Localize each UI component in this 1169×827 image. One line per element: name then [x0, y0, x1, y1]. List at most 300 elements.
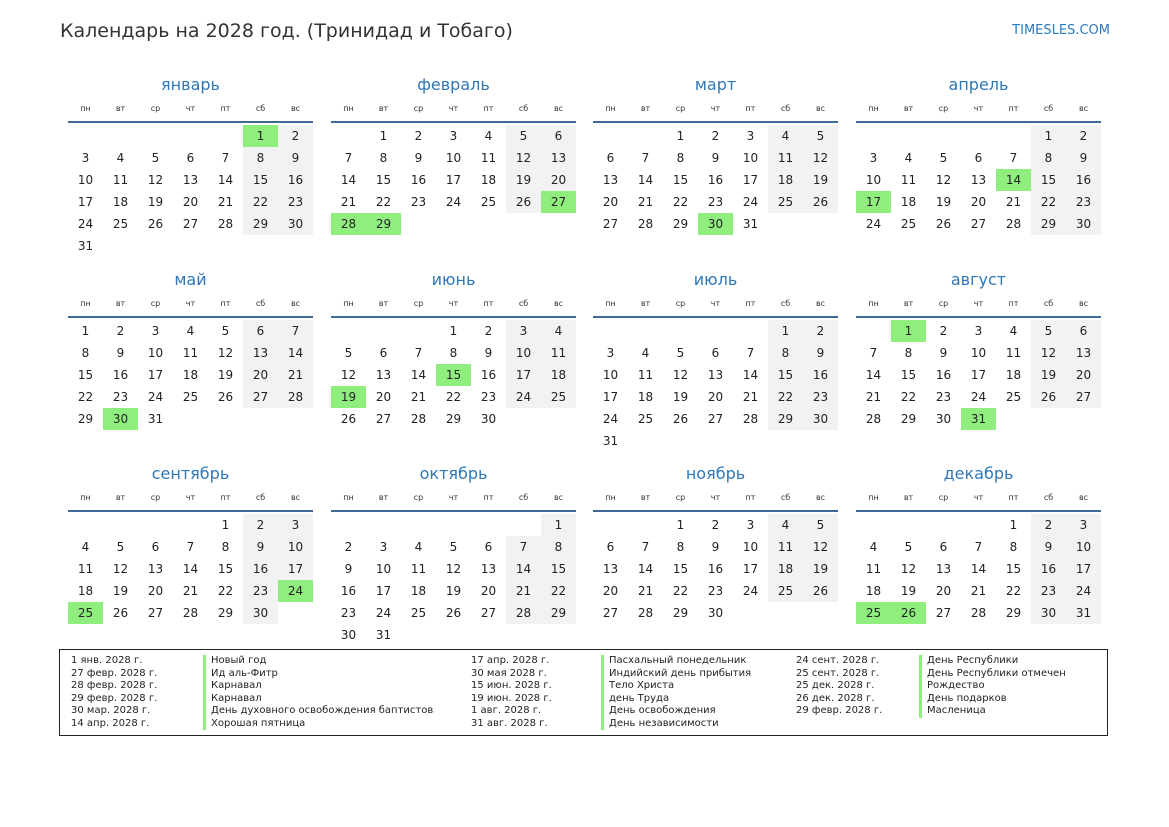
day-cell: 24: [147, 390, 164, 404]
weekday-label: чт: [448, 299, 459, 308]
day-cell: 2: [803, 320, 838, 342]
day-cell: 5: [449, 540, 458, 554]
day-cell: 7: [278, 320, 313, 342]
day-cell: 10: [375, 562, 392, 576]
weekday-label: вс: [290, 493, 301, 502]
day-cell: 22: [217, 584, 234, 598]
day-cell: 11: [900, 173, 917, 187]
day-cell: 22: [77, 390, 94, 404]
day-cell: 9: [484, 346, 493, 360]
weekday-label: ср: [675, 299, 686, 308]
day-cell: 3: [278, 514, 313, 536]
empty-cell: [331, 514, 366, 536]
month-name: сентябрь: [151, 464, 230, 483]
day-cell: 18: [480, 173, 497, 187]
legend-holiday-name: День Республики отмечен: [919, 668, 1066, 681]
day-cell: 18: [182, 368, 199, 382]
day-cell: 2: [1031, 514, 1066, 536]
empty-cell: [471, 514, 506, 536]
day-cell: 2: [414, 129, 423, 143]
month-block: [593, 462, 838, 624]
weekday-label: вт: [903, 299, 914, 308]
holiday-legend: [59, 649, 1108, 736]
day-cell: 22: [1031, 191, 1066, 213]
weekday-label: ср: [150, 299, 161, 308]
day-cell: 29: [672, 606, 689, 620]
day-cell: 9: [711, 151, 720, 165]
day-grid: [593, 125, 838, 235]
day-cell: 25: [541, 386, 576, 408]
weekday-label: чт: [448, 493, 459, 502]
day-cell: 24: [602, 412, 619, 426]
holiday-day: 27: [541, 191, 576, 213]
day-cell: 4: [484, 129, 493, 143]
day-cell: 15: [1005, 562, 1022, 576]
day-cell: 19: [112, 584, 129, 598]
empty-cell: [593, 320, 628, 342]
day-grid: [593, 320, 838, 452]
empty-cell: [891, 514, 926, 536]
empty-cell: [138, 514, 173, 536]
day-cell: 20: [375, 390, 392, 404]
day-cell: 23: [707, 195, 724, 209]
holiday-day: 28: [331, 213, 366, 235]
day-cell: 12: [445, 562, 462, 576]
day-cell: 19: [1031, 364, 1066, 386]
day-cell: 6: [974, 151, 983, 165]
day-cell: 30: [278, 213, 313, 235]
day-grid: [593, 514, 838, 624]
holiday-day: 31: [961, 408, 996, 430]
day-cell: 30: [1031, 602, 1066, 624]
day-cell: 25: [768, 191, 803, 213]
day-cell: 25: [1005, 390, 1022, 404]
day-cell: 14: [865, 368, 882, 382]
day-cell: 26: [147, 217, 164, 231]
day-grid: [856, 320, 1101, 430]
day-cell: 8: [768, 342, 803, 364]
day-cell: 18: [865, 584, 882, 598]
empty-cell: [366, 320, 401, 342]
weekday-label: пн: [868, 104, 879, 113]
empty-cell: [926, 125, 961, 147]
day-cell: 12: [803, 147, 838, 169]
weekday-label: вс: [815, 299, 826, 308]
day-cell: 28: [410, 412, 427, 426]
weekday-label: пн: [605, 299, 616, 308]
day-cell: 17: [147, 368, 164, 382]
day-cell: 27: [243, 386, 278, 408]
day-cell: 6: [606, 151, 615, 165]
day-cell: 14: [340, 173, 357, 187]
legend-holiday-name: День независимости: [601, 718, 751, 731]
day-cell: 23: [1066, 191, 1101, 213]
day-cell: 11: [112, 173, 129, 187]
day-cell: 23: [803, 386, 838, 408]
weekday-header: [68, 492, 313, 512]
day-cell: 4: [641, 346, 650, 360]
day-grid: [68, 320, 313, 430]
day-cell: 8: [904, 346, 913, 360]
legend-names-col-1: [203, 655, 433, 730]
weekday-label: чт: [185, 493, 196, 502]
day-cell: 14: [410, 368, 427, 382]
empty-cell: [961, 125, 996, 147]
weekday-label: ср: [413, 104, 424, 113]
day-cell: 3: [449, 129, 458, 143]
weekday-label: пт: [745, 493, 756, 502]
weekday-label: пн: [868, 493, 879, 502]
day-cell: 5: [904, 540, 913, 554]
day-cell: 11: [480, 151, 497, 165]
weekday-label: пн: [868, 299, 879, 308]
day-cell: 26: [445, 606, 462, 620]
day-cell: 13: [147, 562, 164, 576]
day-cell: 19: [803, 169, 838, 191]
day-cell: 7: [869, 346, 878, 360]
day-cell: 31: [147, 412, 164, 426]
holiday-day: 30: [103, 408, 138, 430]
day-cell: 9: [414, 151, 423, 165]
day-cell: 16: [340, 584, 357, 598]
legend-names-col-3: [919, 655, 1066, 718]
day-cell: 20: [147, 584, 164, 598]
empty-cell: [593, 125, 628, 147]
day-cell: 13: [707, 368, 724, 382]
day-cell: 29: [672, 217, 689, 231]
day-cell: 2: [278, 125, 313, 147]
legend-date: 17 апр. 2028 г.: [471, 655, 550, 666]
day-cell: 4: [1009, 324, 1018, 338]
day-cell: 21: [182, 584, 199, 598]
day-cell: 10: [506, 342, 541, 364]
day-grid: [68, 514, 313, 624]
day-cell: 25: [410, 606, 427, 620]
weekday-label: сб: [518, 299, 529, 308]
month-block: [331, 268, 576, 430]
day-cell: 24: [506, 386, 541, 408]
day-cell: 28: [1005, 217, 1022, 231]
day-cell: 12: [147, 173, 164, 187]
day-cell: 30: [803, 408, 838, 430]
day-cell: 4: [116, 151, 125, 165]
day-cell: 18: [410, 584, 427, 598]
day-cell: 10: [1066, 536, 1101, 558]
month-block: [593, 268, 838, 452]
weekday-header: [593, 103, 838, 123]
day-cell: 21: [970, 584, 987, 598]
legend-date: 30 мая 2028 г.: [471, 667, 547, 679]
day-cell: 15: [243, 169, 278, 191]
day-cell: 3: [81, 151, 90, 165]
day-cell: 3: [974, 324, 983, 338]
legend-dates-col-1: [71, 655, 157, 730]
legend-names-col-2: [601, 655, 751, 730]
day-cell: 8: [541, 536, 576, 558]
day-cell: 13: [182, 173, 199, 187]
day-cell: 30: [243, 602, 278, 624]
day-cell: 27: [935, 606, 952, 620]
day-cell: 21: [340, 195, 357, 209]
day-cell: 26: [803, 191, 838, 213]
weekday-label: вс: [290, 104, 301, 113]
day-cell: 15: [375, 173, 392, 187]
empty-cell: [506, 514, 541, 536]
weekday-header: [593, 492, 838, 512]
weekday-label: чт: [973, 493, 984, 502]
day-cell: 2: [1066, 125, 1101, 147]
legend-holiday-name: Карнавал: [203, 680, 433, 693]
weekday-label: вс: [1078, 299, 1089, 308]
legend-dates-col-3: [796, 655, 882, 718]
weekday-label: пт: [745, 104, 756, 113]
day-cell: 19: [672, 390, 689, 404]
month-block: [856, 462, 1101, 624]
weekday-label: вт: [115, 493, 126, 502]
empty-cell: [961, 514, 996, 536]
day-cell: 25: [182, 390, 199, 404]
month-block: [68, 268, 313, 430]
holiday-day: 29: [366, 213, 401, 235]
day-cell: 18: [112, 195, 129, 209]
day-cell: 20: [707, 390, 724, 404]
weekday-label: чт: [710, 299, 721, 308]
day-cell: 27: [480, 606, 497, 620]
day-cell: 19: [506, 169, 541, 191]
weekday-header: [68, 103, 313, 123]
day-cell: 28: [278, 386, 313, 408]
day-cell: 30: [480, 412, 497, 426]
day-cell: 24: [742, 195, 759, 209]
legend-date: 28 февр. 2028 г.: [71, 680, 158, 691]
day-cell: 12: [112, 562, 129, 576]
legend-date: 27 февр. 2028 г.: [71, 667, 158, 679]
day-cell: 19: [147, 195, 164, 209]
day-cell: 10: [970, 346, 987, 360]
day-cell: 17: [278, 558, 313, 580]
holiday-day: 1: [891, 320, 926, 342]
day-cell: 11: [768, 147, 803, 169]
day-cell: 17: [742, 562, 759, 576]
legend-holiday-name: Ид аль-Фитр: [203, 668, 433, 681]
day-cell: 25: [768, 580, 803, 602]
day-cell: 7: [746, 346, 755, 360]
day-cell: 21: [278, 364, 313, 386]
empty-cell: [366, 514, 401, 536]
day-cell: 14: [506, 558, 541, 580]
day-cell: 4: [768, 125, 803, 147]
day-cell: 12: [803, 536, 838, 558]
day-cell: 11: [410, 562, 427, 576]
day-cell: 20: [970, 195, 987, 209]
weekday-label: пт: [1008, 493, 1019, 502]
day-cell: 4: [414, 540, 423, 554]
day-cell: 16: [1066, 169, 1101, 191]
empty-cell: [68, 125, 103, 147]
day-cell: 10: [602, 368, 619, 382]
day-cell: 17: [1066, 558, 1101, 580]
day-cell: 1: [81, 324, 90, 338]
day-cell: 14: [970, 562, 987, 576]
empty-cell: [68, 514, 103, 536]
day-cell: 19: [935, 195, 952, 209]
legend-date: 31 авг. 2028 г.: [471, 717, 548, 729]
month-name: март: [694, 75, 737, 94]
day-cell: 6: [151, 540, 160, 554]
weekday-label: пт: [220, 104, 231, 113]
day-cell: 15: [77, 368, 94, 382]
day-cell: 19: [900, 584, 917, 598]
day-cell: 13: [970, 173, 987, 187]
day-cell: 29: [768, 408, 803, 430]
day-cell: 25: [112, 217, 129, 231]
empty-cell: [628, 320, 663, 342]
day-cell: 4: [869, 540, 878, 554]
empty-cell: [996, 125, 1031, 147]
day-cell: 10: [865, 173, 882, 187]
weekday-label: сб: [255, 493, 266, 502]
day-cell: 27: [970, 217, 987, 231]
day-cell: 6: [484, 540, 493, 554]
day-cell: 5: [506, 125, 541, 147]
day-cell: 21: [1005, 195, 1022, 209]
day-cell: 14: [278, 342, 313, 364]
day-cell: 12: [672, 368, 689, 382]
day-cell: 30: [935, 412, 952, 426]
weekday-header: [856, 492, 1101, 512]
day-grid: [856, 514, 1101, 624]
weekday-label: вт: [115, 104, 126, 113]
legend-date: 26 дек. 2028 г.: [796, 692, 875, 704]
day-cell: 29: [541, 602, 576, 624]
legend-holiday-name: день Труда: [601, 693, 751, 706]
day-cell: 13: [602, 562, 619, 576]
day-cell: 24: [445, 195, 462, 209]
weekday-label: вт: [903, 104, 914, 113]
day-cell: 10: [77, 173, 94, 187]
weekday-label: вт: [903, 493, 914, 502]
weekday-label: сб: [518, 493, 529, 502]
day-cell: 28: [970, 606, 987, 620]
day-cell: 4: [186, 324, 195, 338]
day-cell: 18: [77, 584, 94, 598]
day-cell: 15: [541, 558, 576, 580]
empty-cell: [173, 125, 208, 147]
day-cell: 20: [182, 195, 199, 209]
day-cell: 28: [637, 606, 654, 620]
day-cell: 6: [1066, 320, 1101, 342]
day-cell: 7: [186, 540, 195, 554]
month-name: декабрь: [943, 464, 1014, 483]
day-cell: 29: [1031, 213, 1066, 235]
day-cell: 16: [803, 364, 838, 386]
day-cell: 26: [672, 412, 689, 426]
holiday-day: 25: [68, 602, 103, 624]
day-cell: 16: [707, 173, 724, 187]
weekday-label: вт: [640, 493, 651, 502]
legend-holiday-name: Тело Христа: [601, 680, 751, 693]
day-cell: 6: [606, 540, 615, 554]
day-cell: 5: [939, 151, 948, 165]
empty-cell: [103, 514, 138, 536]
day-cell: 12: [935, 173, 952, 187]
day-cell: 15: [900, 368, 917, 382]
day-cell: 24: [742, 584, 759, 598]
empty-cell: [856, 320, 891, 342]
weekday-label: ср: [150, 493, 161, 502]
day-cell: 17: [506, 364, 541, 386]
weekday-header: [593, 298, 838, 318]
day-cell: 18: [768, 558, 803, 580]
month-name: май: [174, 270, 207, 289]
day-cell: 23: [410, 195, 427, 209]
weekday-label: пт: [1008, 104, 1019, 113]
day-cell: 12: [1031, 342, 1066, 364]
weekday-label: сб: [255, 299, 266, 308]
day-cell: 18: [1005, 368, 1022, 382]
weekday-label: пн: [343, 493, 354, 502]
weekday-label: пт: [483, 299, 494, 308]
empty-cell: [103, 125, 138, 147]
day-cell: 29: [1005, 606, 1022, 620]
day-cell: 14: [637, 173, 654, 187]
day-cell: 5: [1031, 320, 1066, 342]
day-cell: 1: [1031, 125, 1066, 147]
weekday-label: чт: [448, 104, 459, 113]
day-cell: 7: [344, 151, 353, 165]
day-cell: 29: [77, 412, 94, 426]
weekday-label: сб: [255, 104, 266, 113]
day-cell: 23: [112, 390, 129, 404]
day-cell: 2: [243, 514, 278, 536]
day-cell: 23: [340, 606, 357, 620]
day-cell: 22: [541, 580, 576, 602]
day-cell: 9: [939, 346, 948, 360]
legend-date: 24 сент. 2028 г.: [796, 655, 880, 666]
weekday-label: пт: [483, 493, 494, 502]
empty-cell: [856, 125, 891, 147]
empty-cell: [436, 514, 471, 536]
day-cell: 23: [278, 191, 313, 213]
legend-holiday-name: Пасхальный понедельник: [601, 655, 751, 668]
month-name: апрель: [948, 75, 1009, 94]
month-name: август: [950, 270, 1007, 289]
day-cell: 21: [865, 390, 882, 404]
site-link[interactable]: TIMESLES.COM: [1012, 23, 1110, 38]
legend-holiday-name: Новый год: [203, 655, 433, 668]
legend-holiday-name: День Республики: [919, 655, 1066, 668]
month-block: [593, 73, 838, 235]
weekday-label: вс: [290, 299, 301, 308]
weekday-label: пн: [605, 104, 616, 113]
day-cell: 29: [900, 412, 917, 426]
weekday-label: пт: [483, 104, 494, 113]
weekday-label: пн: [80, 493, 91, 502]
day-cell: 4: [904, 151, 913, 165]
day-cell: 28: [742, 412, 759, 426]
day-cell: 6: [186, 151, 195, 165]
day-cell: 28: [182, 606, 199, 620]
day-cell: 24: [375, 606, 392, 620]
weekday-label: пн: [343, 299, 354, 308]
day-cell: 11: [768, 536, 803, 558]
month-name: октябрь: [419, 464, 488, 483]
day-cell: 12: [217, 346, 234, 360]
weekday-label: вт: [378, 299, 389, 308]
month-block: [331, 73, 576, 235]
day-cell: 13: [1066, 342, 1101, 364]
weekday-label: вс: [553, 104, 564, 113]
